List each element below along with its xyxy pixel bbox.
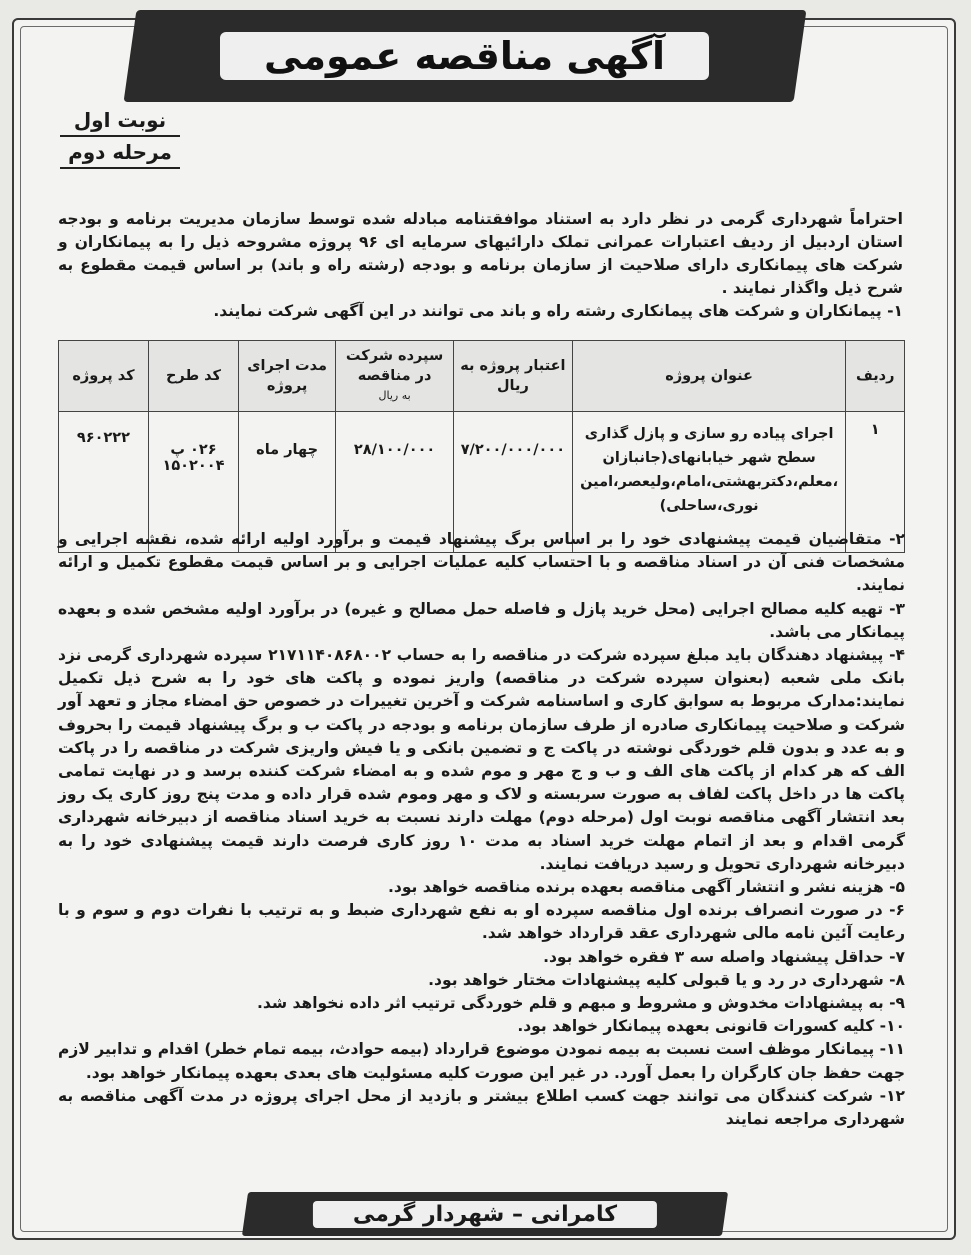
intro-paragraph: احتراماً شهرداری گرمی در نظر دارد به استناد موافقتنامه مبادله شده توسط سازمان مدیریت برنامه و بودجه استان اردبیل از ردیف اعتبارات عمرانی تملک دارائیهای سرمایه ای ۹۶ پروژه مشروحه ذیل را به پیمانکاران و شرکت های پیمانکاری دارای صلاحیت از سازمان برنامه و بودجه (رشته راه و باند) بر اساس قیمت مقطوع به شرح ذیل واگذار نمایند . [58,210,903,297]
cell-plan-code: ۰۲۶ پ ۱۵۰۲۰۰۴ [148,412,238,553]
item-8: ۸- شهرداری در رد و یا قبولی کلیه پیشنهادات مختار خواهد بود. [428,970,905,989]
header-project-credit: اعتبار پروژه به ریال [454,341,573,412]
table-header-row [59,341,905,412]
item-2: ۲- متقاضیان قیمت پیشنهادی خود را بر اساس برگ پیشنهاد قیمت و برآورد اولیه ارائه شده، نقشه اجرایی و مشخصات فنی آن در اسناد مناقصه و با احتساب کلیه عملیات اجرایی و بر اساس قیمت مقطوع تکمیل و ارائه نمایند. [58,530,905,595]
phase-label: مرحله دوم [60,137,180,169]
title-banner [124,10,807,102]
cell-deposit: ۲۸/۱۰۰/۰۰۰ [336,412,454,553]
notice-title: آگهی مناقصه عمومی [220,32,709,80]
item-3: ۳- تهیه کلیه مصالح اجرایی (محل خرید پازل و فاصله حمل مصالح و غیره) در برآورد اولیه مشخص شده و بعهده پیمانکار می باشد. [58,599,905,641]
header-plan-code: کد طرح [148,341,238,412]
header-project-title: عنوان پروژه [572,341,846,412]
cell-duration: چهار ماه [239,412,336,553]
item-9: ۹- به پیشنهادات مخدوش و مشروط و مبهم و قلم خوردگی ترتیب اثر داده نخواهد شد. [257,994,905,1013]
item-6: ۶- در صورت انصراف برنده اول مناقصه سپرده او به نفع شهرداری ضبط و به ترتیب با نفرات دوم و سوم و با رعایت آئین نامه مالی شهرداری عقد قرارداد خواهد شد. [58,901,905,943]
intro-section [58,208,903,323]
cell-project-code: ۹۶۰۲۲۲ [59,412,149,553]
conditions-list [58,528,905,1131]
cell-row-number: ۱ [846,412,905,553]
item-10: ۱۰- کلیه کسورات قانونی بعهده پیمانکار خواهد بود. [517,1017,905,1036]
item-4: ۴- پیشنهاد دهندگان باید مبلغ سپرده شرکت در مناقصه را به حساب ۲۱۷۱۱۴۰۸۶۸۰۰۲ سپرده شهرداری گرمی نزد بانک ملی شعبه (بعنوان سپرده شرکت در مناقصه) واریز نموده و پاکت های خود را به شرح ذیل تکمیل نمایند:مدارک مربوط به سوابق کاری و اساسنامه شرکت و آخرین تغییرات در خصوص حق امضاء مجاز و تعهد آور شرکت و صلاحیت پیمانکاری صادره از طرف سازمان برنامه و بودجه در پاکت ب و برگ پیشنهاد قیمت را بحروف و به عدد و بدون قلم خوردگی نوشته در پاکت ج و تضمین بانکی و یا فیش واریزی شرکت در مناقصه را در پاکت الف که هر کدام از پاکت های الف و ب و ج مهر و موم شده و به امضاء شرکت کننده برسد و در نهایت تمامی پاکت ها در داخل پاکت لفاف به صورت سربسته و لاک و مهر وموم شده قرار داده و مدت پنج روز کاری یک روز بعد انتشار آگهی مناقصه نوبت اول (مرحله دوم) مهلت دارند نسبت به خرید اسناد مناقصه از دبیرخانه شهرداری گرمی اقدام و بعد از اتمام مهلت خرید اسناد به مدت ۱۰ روز کاری فرصت دارند قیمت پیشنهادی خود را به دبیرخانه شهرداری تحویل و رسید دریافت نمایند. [58,646,905,873]
cell-credit: ۷/۲۰۰/۰۰۰/۰۰۰ [454,412,573,553]
header-deposit [336,341,454,412]
projects-table [58,340,905,553]
header-duration: مدت اجرای پروژه [239,341,336,412]
round-label: نوبت اول [60,105,180,137]
item-5: ۵- هزینه نشر و انتشار آگهی مناقصه بعهده برنده مناقصه خواهد بود. [388,878,905,897]
stage-label [60,105,180,169]
deposit-unit: به ریال [378,389,411,402]
footer-banner [242,1192,728,1236]
header-row-number: ردیف [846,341,905,412]
header-project-code: کد پروژه [59,341,149,412]
item-12: ۱۲- شرکت کنندگان می توانند جهت کسب اطلاع بیشتر و بازدید از محل اجرای پروژه در مدت آگهی مناقصه به شهرداری مراجعه نمایند [58,1086,905,1129]
item-7: ۷- حداقل پیشنهاد واصله سه ۳ فقره خواهد بود. [543,947,905,966]
signature: کامرانی – شهردار گرمی [313,1201,657,1228]
item-1: ۱- پیمانکاران و شرکت های پیمانکاری رشته راه و باند می توانند در این آگهی شرکت نمایند. [213,302,903,320]
cell-project-title: اجرای پیاده رو سازی و پازل گذاری سطح شهر خیابانهای(جانبازان ،معلم،دکتربهشتی،امام،ولیعصر،امین نوری،ساحلی) [572,412,846,553]
item-11: ۱۱- پیمانکار موظف است نسبت به بیمه نمودن موضوع قرارداد (بیمه حوادث، بیمه تمام خطر) اقدام و تدابیر لازم جهت حفظ جان کارگران را بعمل آورد. در غیر این صورت کلیه مسئولیت های بعدی بعهده پیمانکار خواهد بود. [58,1040,905,1082]
deposit-label: سپرده شرکت در مناقصه [345,348,444,384]
